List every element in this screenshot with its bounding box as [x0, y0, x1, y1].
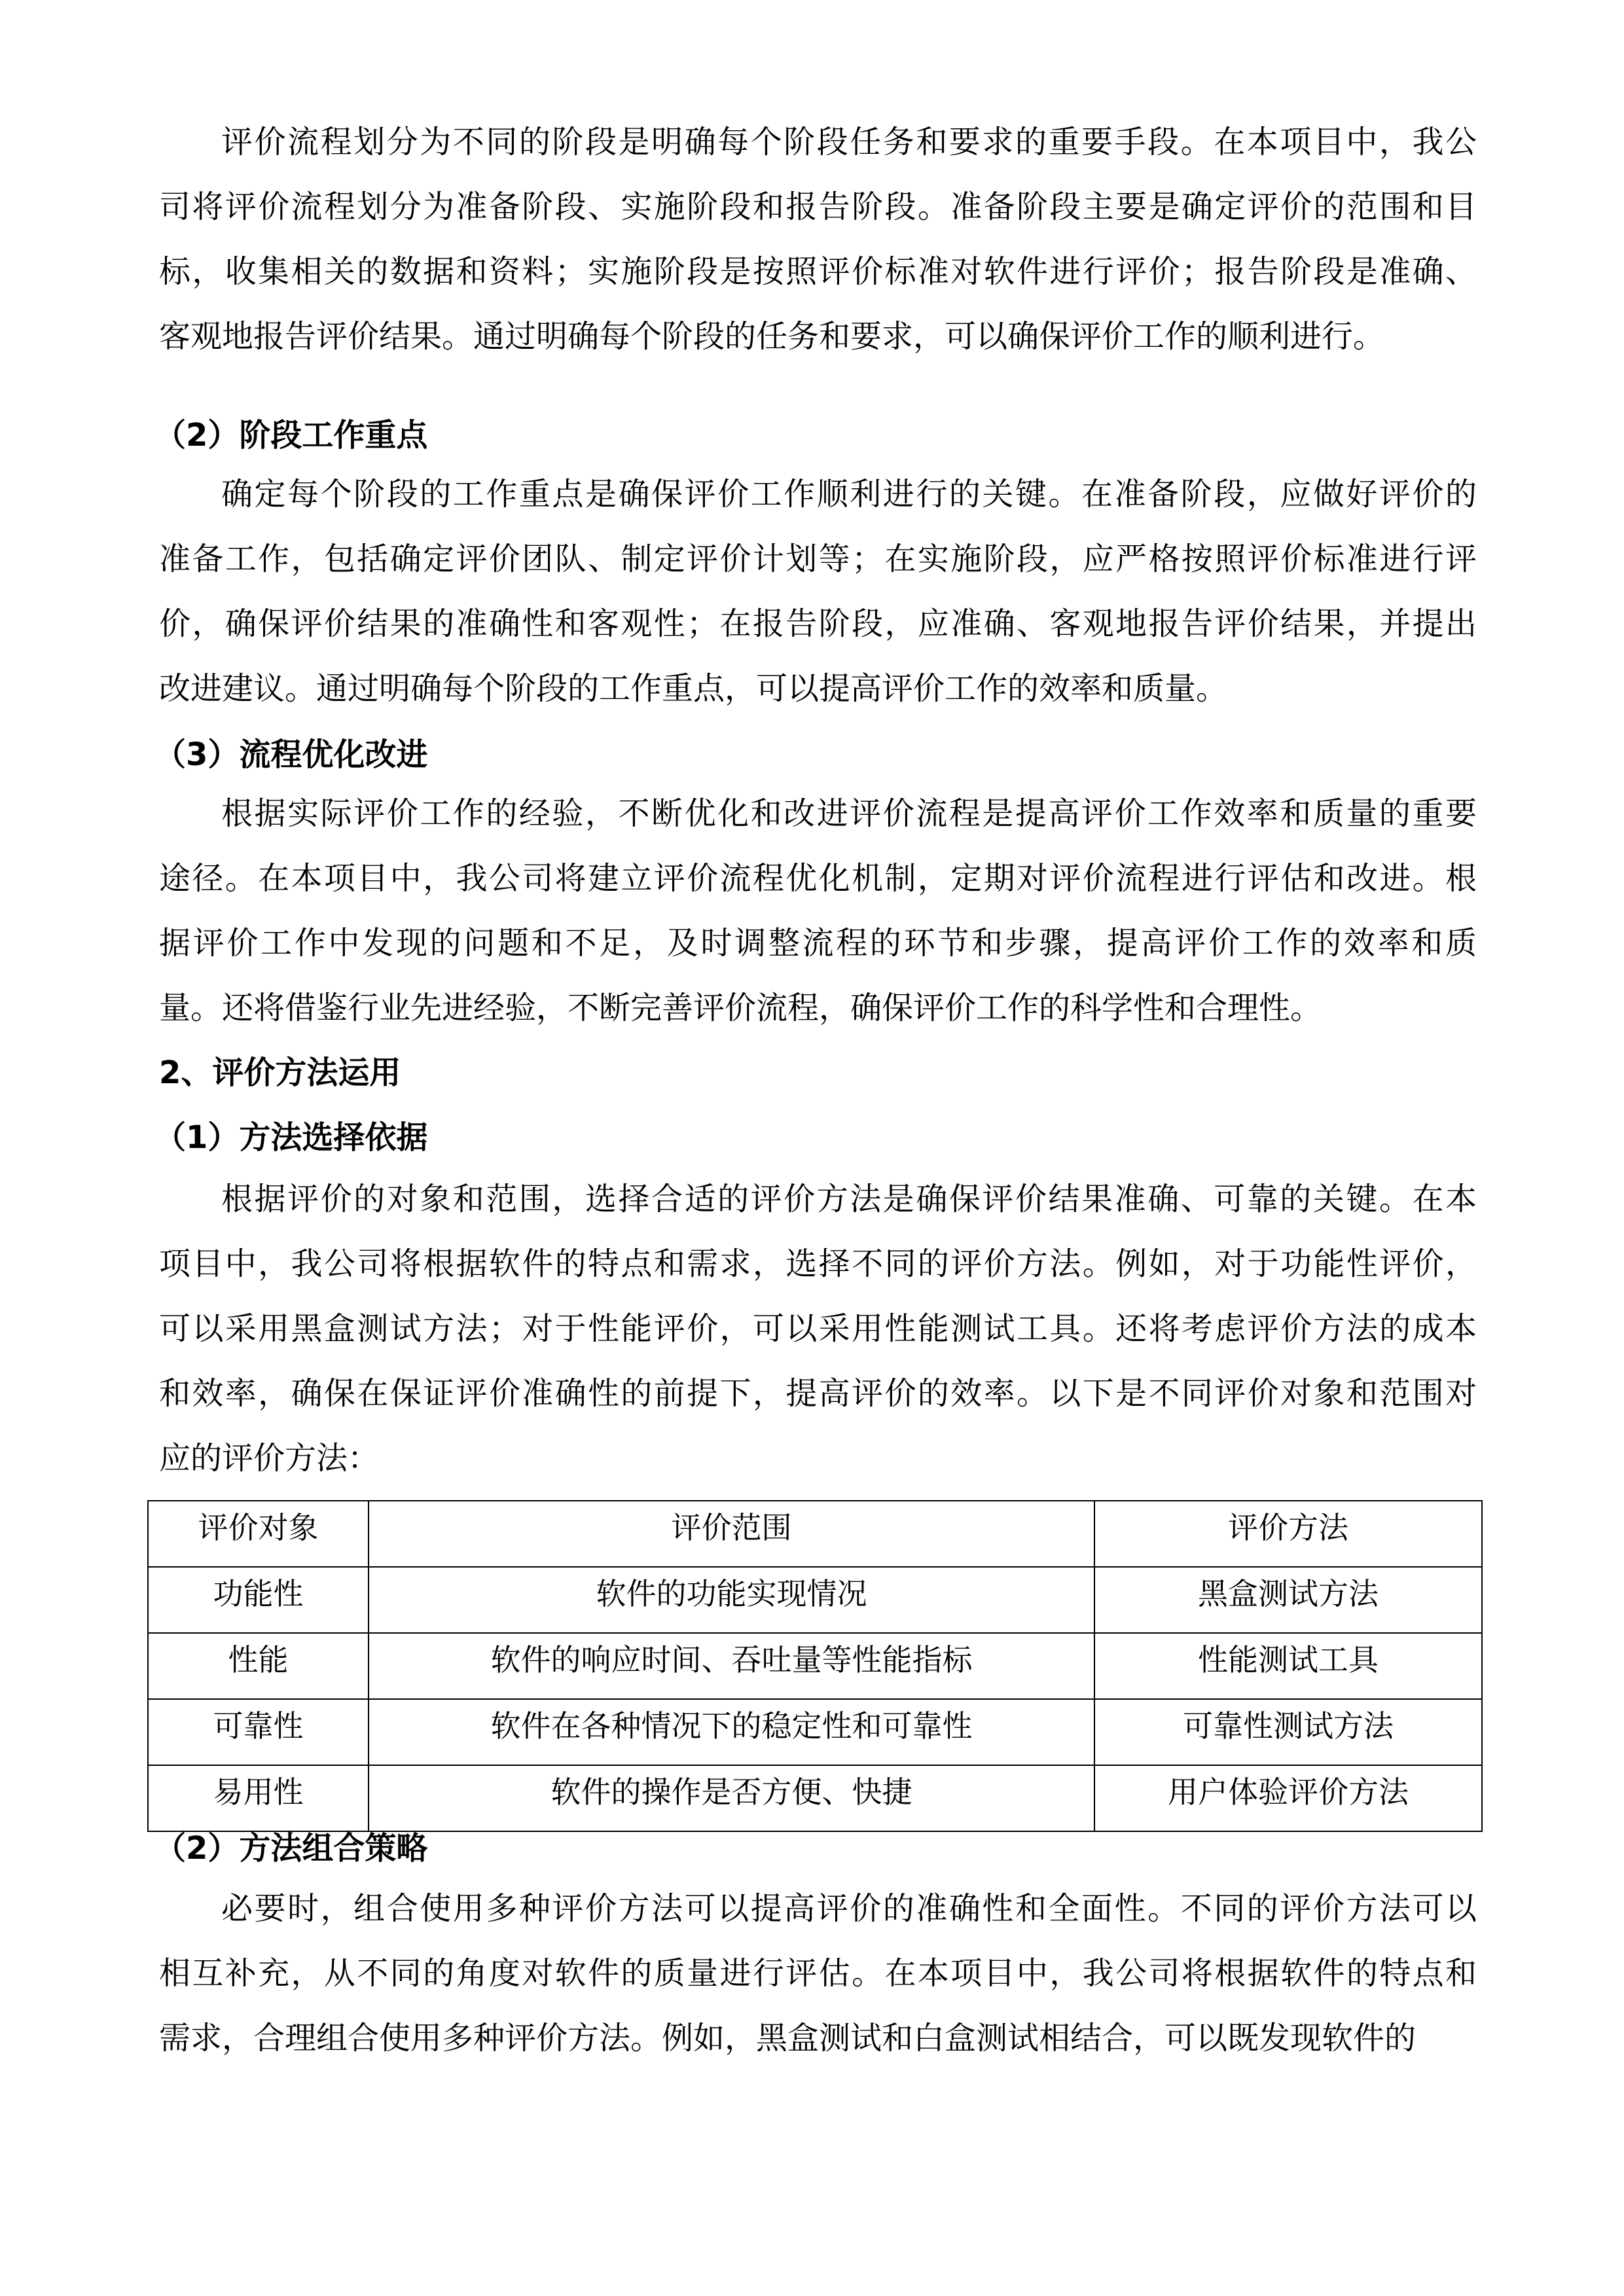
heading-method-combination: （2）方法组合策略 [154, 1830, 428, 1867]
table-cell: 用户体验评价方法 [1094, 1765, 1482, 1831]
table-header-cell: 评价范围 [369, 1501, 1094, 1567]
text-line: 司将评价流程划分为准备阶段、实施阶段和报告阶段。准备阶段主要是确定评价的范围和目 [159, 188, 1477, 225]
table-row [148, 1699, 1482, 1765]
table-header-row [148, 1501, 1482, 1567]
heading-process-optimization: （3）流程优化改进 [154, 736, 428, 773]
text-line: 可以采用黑盒测试方法；对于性能评价，可以采用性能测试工具。还将考虑评价方法的成本 [159, 1310, 1477, 1347]
table-cell: 软件的功能实现情况 [369, 1567, 1094, 1633]
text-line: 确定每个阶段的工作重点是确保评价工作顺利进行的关键。在准备阶段，应做好评价的 [221, 476, 1477, 512]
text-line: 价，确保评价结果的准确性和客观性；在报告阶段，应准确、客观地报告评价结果，并提出 [159, 605, 1477, 642]
table-row [148, 1567, 1482, 1633]
text-line: 准备工作，包括确定评价团队、制定评价计划等；在实施阶段，应严格按照评价标准进行评 [159, 541, 1477, 577]
heading-method-selection: （1）方法选择依据 [154, 1119, 428, 1156]
table-cell: 软件在各种情况下的稳定性和可靠性 [369, 1699, 1094, 1765]
table-cell: 黑盒测试方法 [1094, 1567, 1482, 1633]
table-cell: 可靠性测试方法 [1094, 1699, 1482, 1765]
heading-stage-focus: （2）阶段工作重点 [154, 417, 428, 454]
text-line: 据评价工作中发现的问题和不足，及时调整流程的环节和步骤，提高评价工作的效率和质 [159, 925, 1477, 961]
table-cell: 性能 [148, 1633, 369, 1699]
text-line: 需求，合理组合使用多种评价方法。例如，黑盒测试和白盒测试相结合，可以既发现软件的 [159, 2020, 1416, 2056]
table-cell: 软件的操作是否方便、快捷 [369, 1765, 1094, 1831]
table-cell: 性能测试工具 [1094, 1633, 1482, 1699]
paragraph-stage-division [159, 110, 1477, 369]
text-line: 必要时，组合使用多种评价方法可以提高评价的准确性和全面性。不同的评价方法可以 [221, 1890, 1477, 1927]
text-line: 相互补充，从不同的角度对软件的质量进行评估。在本项目中，我公司将根据软件的特点和 [159, 1955, 1477, 1992]
text-line: 根据评价的对象和范围，选择合适的评价方法是确保评价结果准确、可靠的关键。在本 [221, 1181, 1477, 1217]
text-line: 标，收集相关的数据和资料；实施阶段是按照评价标准对软件进行评价；报告阶段是准确、 [159, 253, 1477, 290]
text-line: 根据实际评价工作的经验，不断优化和改进评价流程是提高评价工作效率和质量的重要 [221, 795, 1477, 832]
table-cell: 软件的响应时间、吞吐量等性能指标 [369, 1633, 1094, 1699]
paragraph-method-selection [159, 1167, 1477, 1491]
heading-method-application: 2、评价方法运用 [159, 1054, 401, 1091]
table-cell: 易用性 [148, 1765, 369, 1831]
text-line: 量。还将借鉴行业先进经验，不断完善评价流程，确保评价工作的科学性和合理性。 [159, 990, 1322, 1026]
table-cell: 功能性 [148, 1567, 369, 1633]
table-header-cell: 评价对象 [148, 1501, 369, 1567]
table-row [148, 1633, 1482, 1699]
text-line: 客观地报告评价结果。通过明确每个阶段的任务和要求，可以确保评价工作的顺利进行。 [159, 318, 1385, 355]
text-line: 应的评价方法： [159, 1440, 380, 1477]
text-line: 途径。在本项目中，我公司将建立评价流程优化机制，定期对评价流程进行评估和改进。根 [159, 860, 1477, 897]
text-line: 评价流程划分为不同的阶段是明确每个阶段任务和要求的重要手段。在本项目中，我公 [221, 124, 1477, 160]
table-cell: 可靠性 [148, 1699, 369, 1765]
paragraph-method-combination [159, 1876, 1477, 2071]
text-line: 改进建议。通过明确每个阶段的工作重点，可以提高评价工作的效率和质量。 [159, 670, 1228, 707]
paragraph-process-optimization [159, 781, 1477, 1041]
evaluation-method-table [147, 1500, 1483, 1832]
table-header-cell: 评价方法 [1094, 1501, 1482, 1567]
text-line: 项目中，我公司将根据软件的特点和需求，选择不同的评价方法。例如，对于功能性评价， [159, 1246, 1477, 1282]
paragraph-stage-focus [159, 462, 1477, 721]
text-line: 和效率，确保在保证评价准确性的前提下，提高评价的效率。以下是不同评价对象和范围对 [159, 1375, 1477, 1412]
